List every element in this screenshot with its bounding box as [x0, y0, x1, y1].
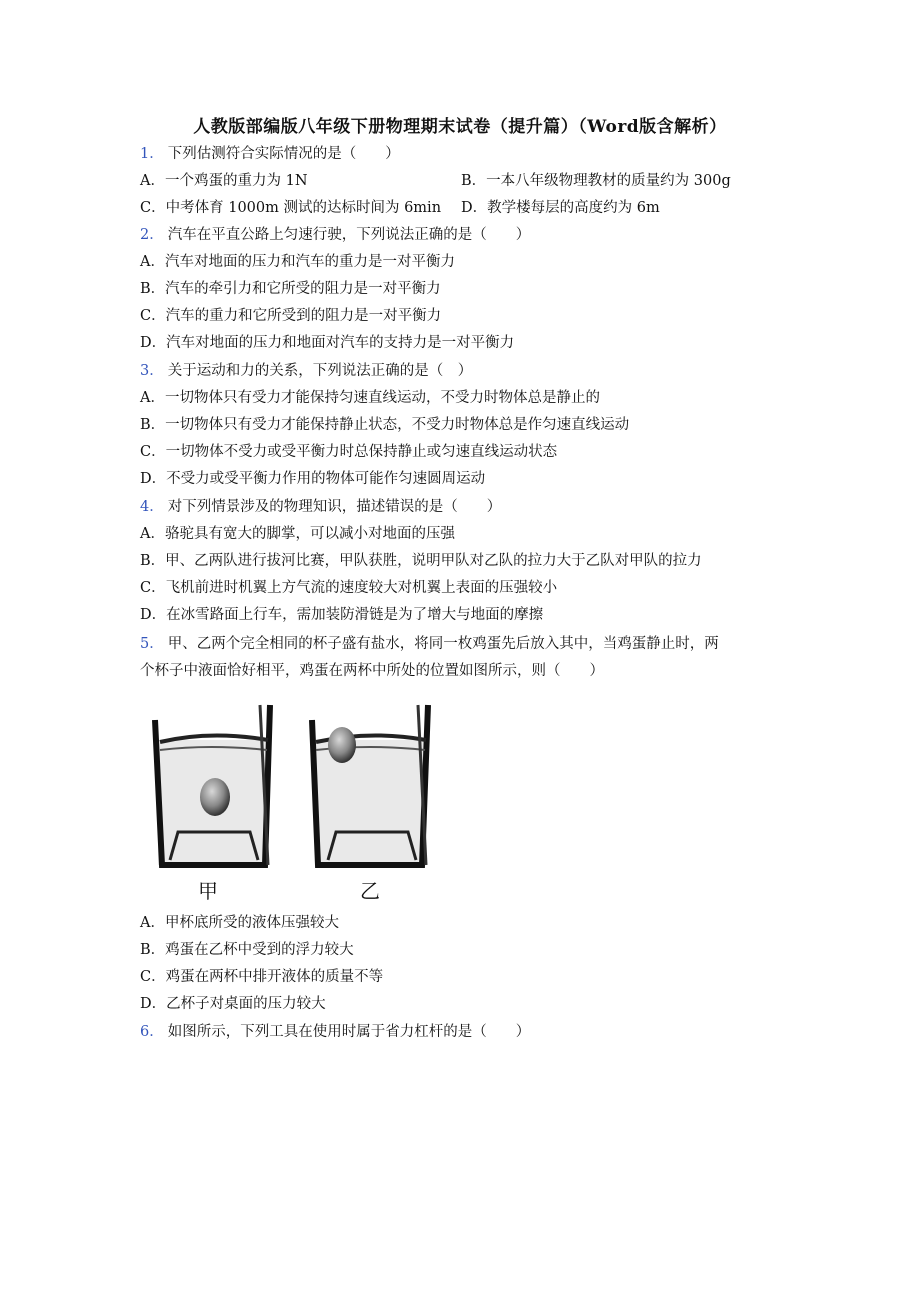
egg-jia — [200, 778, 230, 816]
page-title: 人教版部编版八年级下册物理期末试卷（提升篇）（Word版含解析） — [193, 117, 727, 137]
question-2-option-b: B．汽车的牵引力和它所受的阻力是一对平衡力 — [140, 281, 441, 297]
question-1-option-d: D．教学楼每层的高度约为 6m — [461, 200, 660, 216]
question-4-option-a: A．骆驼具有宽大的脚掌，可以减小对地面的压强 — [140, 526, 455, 542]
question-5-option-b: B．鸡蛋在乙杯中受到的浮力较大 — [140, 942, 354, 958]
question-4-stem: 4． 对下列情景涉及的物理知识，描述错误的是（ ） — [140, 499, 502, 515]
cup-jia — [155, 705, 270, 865]
question-1-option-b: B．一本八年级物理教材的质量约为 300g — [461, 173, 731, 189]
question-3-option-a: A．一切物体只有受力才能保持匀速直线运动，不受力时物体总是静止的 — [140, 390, 600, 406]
cup-yi — [312, 705, 428, 865]
cups-illustration — [150, 700, 450, 905]
question-4-option-c: C．飞机前进时机翼上方气流的速度较大对机翼上表面的压强较小 — [140, 580, 558, 596]
question-4-option-d: D．在冰雪路面上行车，需加装防滑链是为了增大与地面的摩擦 — [140, 607, 544, 623]
question-5-stem-line1: 5． 甲、乙两个完全相同的杯子盛有盐水，将同一枚鸡蛋先后放入其中，当鸡蛋静止时，两 — [140, 636, 719, 652]
question-number: 5． — [140, 636, 164, 652]
question-3-stem: 3． 关于运动和力的关系，下列说法正确的是（ ） — [140, 363, 473, 379]
question-5-option-a: A．甲杯底所受的液体压强较大 — [140, 915, 339, 931]
egg-yi — [328, 727, 356, 763]
question-1-stem: 1． 下列估测符合实际情况的是（ ） — [140, 146, 400, 162]
question-number: 4． — [140, 499, 164, 515]
question-1-option-c: C．中考体育 1000m 测试的达标时间为 6min — [140, 200, 442, 216]
question-3-option-c: C．一切物体不受力或受平衡力时总保持静止或匀速直线运动状态 — [140, 444, 558, 460]
question-3-option-d: D．不受力或受平衡力作用的物体可能作匀速圆周运动 — [140, 471, 486, 487]
figure-label-jia: 甲 — [198, 879, 218, 903]
question-number: 2． — [140, 227, 164, 243]
question-3-option-b: B．一切物体只有受力才能保持静止状态，不受力时物体总是作匀速直线运动 — [140, 417, 630, 433]
cups-figure — [150, 700, 450, 905]
question-2-stem: 2． 汽车在平直公路上匀速行驶，下列说法正确的是（ ） — [140, 227, 531, 243]
question-4-option-b: B．甲、乙两队进行拔河比赛，甲队获胜，说明甲队对乙队的拉力大于乙队对甲队的拉力 — [140, 553, 702, 569]
question-6-stem: 6． 如图所示，下列工具在使用时属于省力杠杆的是（ ） — [140, 1024, 531, 1040]
question-1-option-a: A．一个鸡蛋的重力为 1N — [140, 173, 308, 189]
question-5-option-d: D．乙杯子对桌面的压力较大 — [140, 996, 326, 1012]
figure-label-yi: 乙 — [360, 879, 380, 903]
question-5-option-c: C．鸡蛋在两杯中排开液体的质量不等 — [140, 969, 384, 985]
question-5-stem-line2: 个杯子中液面恰好相平，鸡蛋在两杯中所处的位置如图所示，则（ ） — [140, 663, 604, 679]
question-number: 1． — [140, 146, 164, 162]
question-2-option-d: D．汽车对地面的压力和地面对汽车的支持力是一对平衡力 — [140, 335, 515, 351]
question-2-option-c: C．汽车的重力和它所受到的阻力是一对平衡力 — [140, 308, 442, 324]
question-2-option-a: A．汽车对地面的压力和汽车的重力是一对平衡力 — [140, 254, 455, 270]
question-number: 6． — [140, 1024, 164, 1040]
question-number: 3． — [140, 363, 164, 379]
